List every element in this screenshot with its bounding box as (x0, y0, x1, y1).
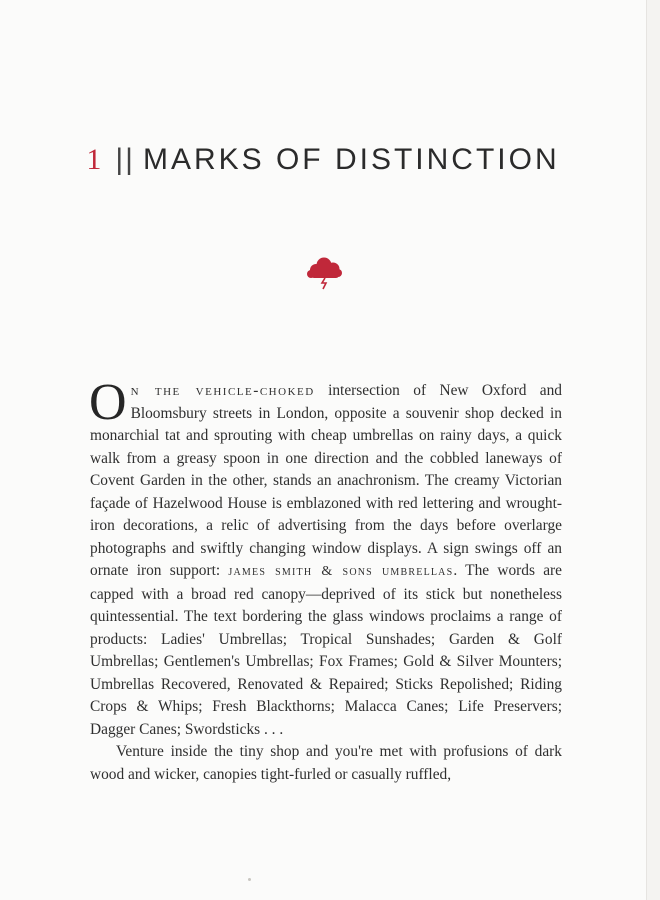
drop-cap: O (89, 374, 127, 431)
body-text (89, 374, 563, 786)
chapter-title: MARKS OF DISTINCTION (142, 143, 560, 176)
shop-sign-text: james smith & sons umbrellas (228, 564, 454, 579)
chapter-number: 1 (86, 143, 102, 176)
paragraph-1-text-a: intersection of New Oxford and Bloomsbury streets in London, opposite a souvenir shop decked in monarchial tat and sprouting with cheap umbrellas on rainy days, a quick walk from a greasy spoon in one direction and the cobbled laneways of Covent Garden in the other, stands an anachronism. The creamy Victorian façade of Hazelwood House is emblazoned with red lettering and wrought-iron decorations, a relic of advertising from the days before overlarge photographs and swiftly changing window displays. A sign swings off an ornate iron support: (90, 382, 563, 579)
page-speck (248, 878, 251, 881)
red-cloud-lightning-icon (305, 256, 345, 290)
chapter-heading (0, 143, 646, 177)
paragraph-2: Venture inside the tiny shop and you're met with profusions of dark wood and wicker, canopies tight-furled or casually ruffled, (90, 743, 562, 783)
paragraph-1-text-b: . The words are capped with a broad red canopy—deprived of its stick but nonetheless quintessential. The text bordering the glass windows proclaims a range of products: Ladies' Umbrellas; Tropical Sunshades; Garden & Golf Umbrellas; Gentlemen's Umbrellas; Fox Frames; Gold & Silver Mounters; Umbrellas Recovered, Renovated & Repaired; Sticks Repolished; Riding Crops & Whips; Fresh Blackthorns; Malacca Canes; Life Preservers; Dagger Canes; Swordsticks . . . (90, 562, 562, 738)
paragraph-1 (89, 374, 563, 741)
opening-smallcaps: n the vehicle-choked (130, 382, 315, 399)
chapter-separator: || (115, 143, 135, 176)
